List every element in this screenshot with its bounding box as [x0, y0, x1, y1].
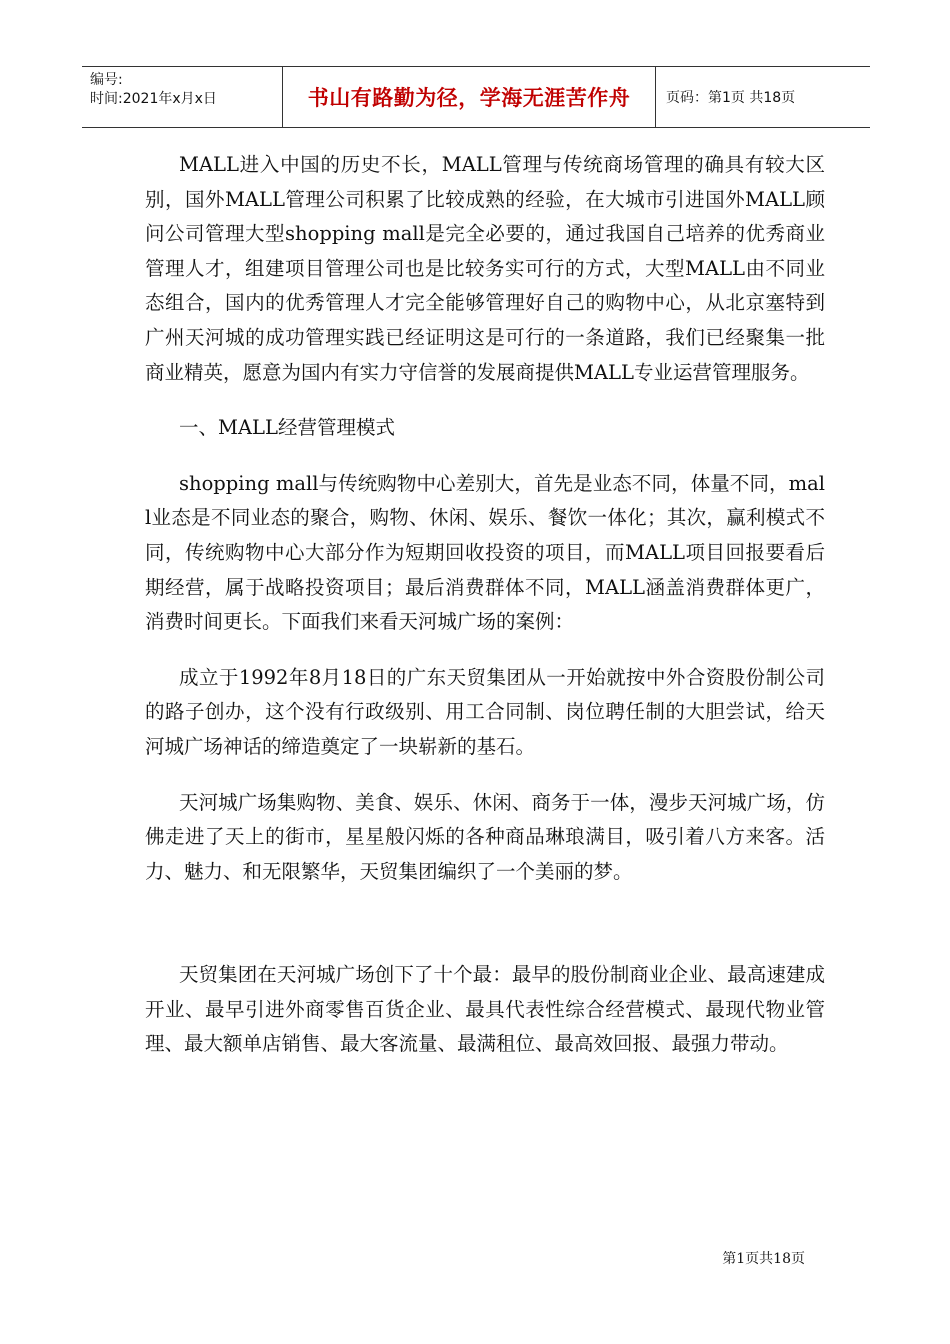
time-row [90, 90, 282, 109]
page-header [82, 66, 870, 128]
paragraph-intro: MALL进入中国的历史不长，MALL管理与传统商场管理的确具有较大区别，国外MALL管理公司积累了比较成熟的经验，在大城市引进国外MALL顾问公司管理大型shopping mall是完全必要的，通过我国自己培养的优秀商业管理人才，组建项目管理公司也是比较务实可行的方式，大型MALL由不同业态组合，国内的优秀管理人才完全能够管理好自己的购物中心，从北京塞特到广州天河城的成功管理实践已经证明这是可行的一条道路，我们已经聚集一批商业精英，愿意为国内有实力守信誉的发展商提供MALL专业运营管理服务。 [145, 153, 825, 384]
paragraph-mall-difference: shopping mall与传统购物中心差别大，首先是业态不同，体量不同，mall业态是不同业态的聚合，购物、休闲、娱乐、餐饮一体化；其次，赢利模式不同，传统购物中心大部分作为短期回收投资的项目，而MALL项目回报要看后期经营，属于战略投资项目；最后消费群体不同，MALL涵盖消费群体更广，消费时间更长。下面我们来看天河城广场的案例： [145, 471, 825, 634]
header-motto: 书山有路勤为径，学海无涯苦作舟 [283, 67, 656, 127]
time-label: 时间: [90, 91, 123, 107]
header-meta-cell [82, 67, 283, 127]
paragraph-ten-records: 天贸集团在天河城广场创下了十个最：最早的股份制商业企业、最高速建成开业、最早引进外商零售百货企业、最具代表性综合经营模式、最现代物业管理、最大额单店销售、最大客流量、最满租位、最高效回报、最强力带动。 [145, 963, 825, 1056]
header-page-info: 页码：第1页 共18页 [666, 90, 796, 106]
page-footer: 第1页共18页 [722, 1251, 805, 1267]
section-heading: 一、MALL经营管理模式 [179, 416, 395, 440]
document-body [145, 148, 825, 1062]
header-date: 2021年x月x日 [122, 91, 217, 107]
paragraph-tianhe-plaza: 天河城广场集购物、美食、娱乐、休闲、商务于一体，漫步天河城广场，仿佛走进了天上的街市，星星般闪烁的各种商品琳琅满目，吸引着八方来客。活力、魅力、和无限繁华，天贸集团编织了一个美丽的梦。 [145, 790, 825, 883]
paragraph-tianmao-founding: 成立于1992年8月18日的广东天贸集团从一开始就按中外合资股份制公司的路子创办，这个没有行政级别、用工合同制、岗位聘任制的大胆尝试，给天河城广场神话的缔造奠定了一块崭新的基石。 [145, 665, 825, 758]
number-label: 编号: [90, 72, 123, 88]
